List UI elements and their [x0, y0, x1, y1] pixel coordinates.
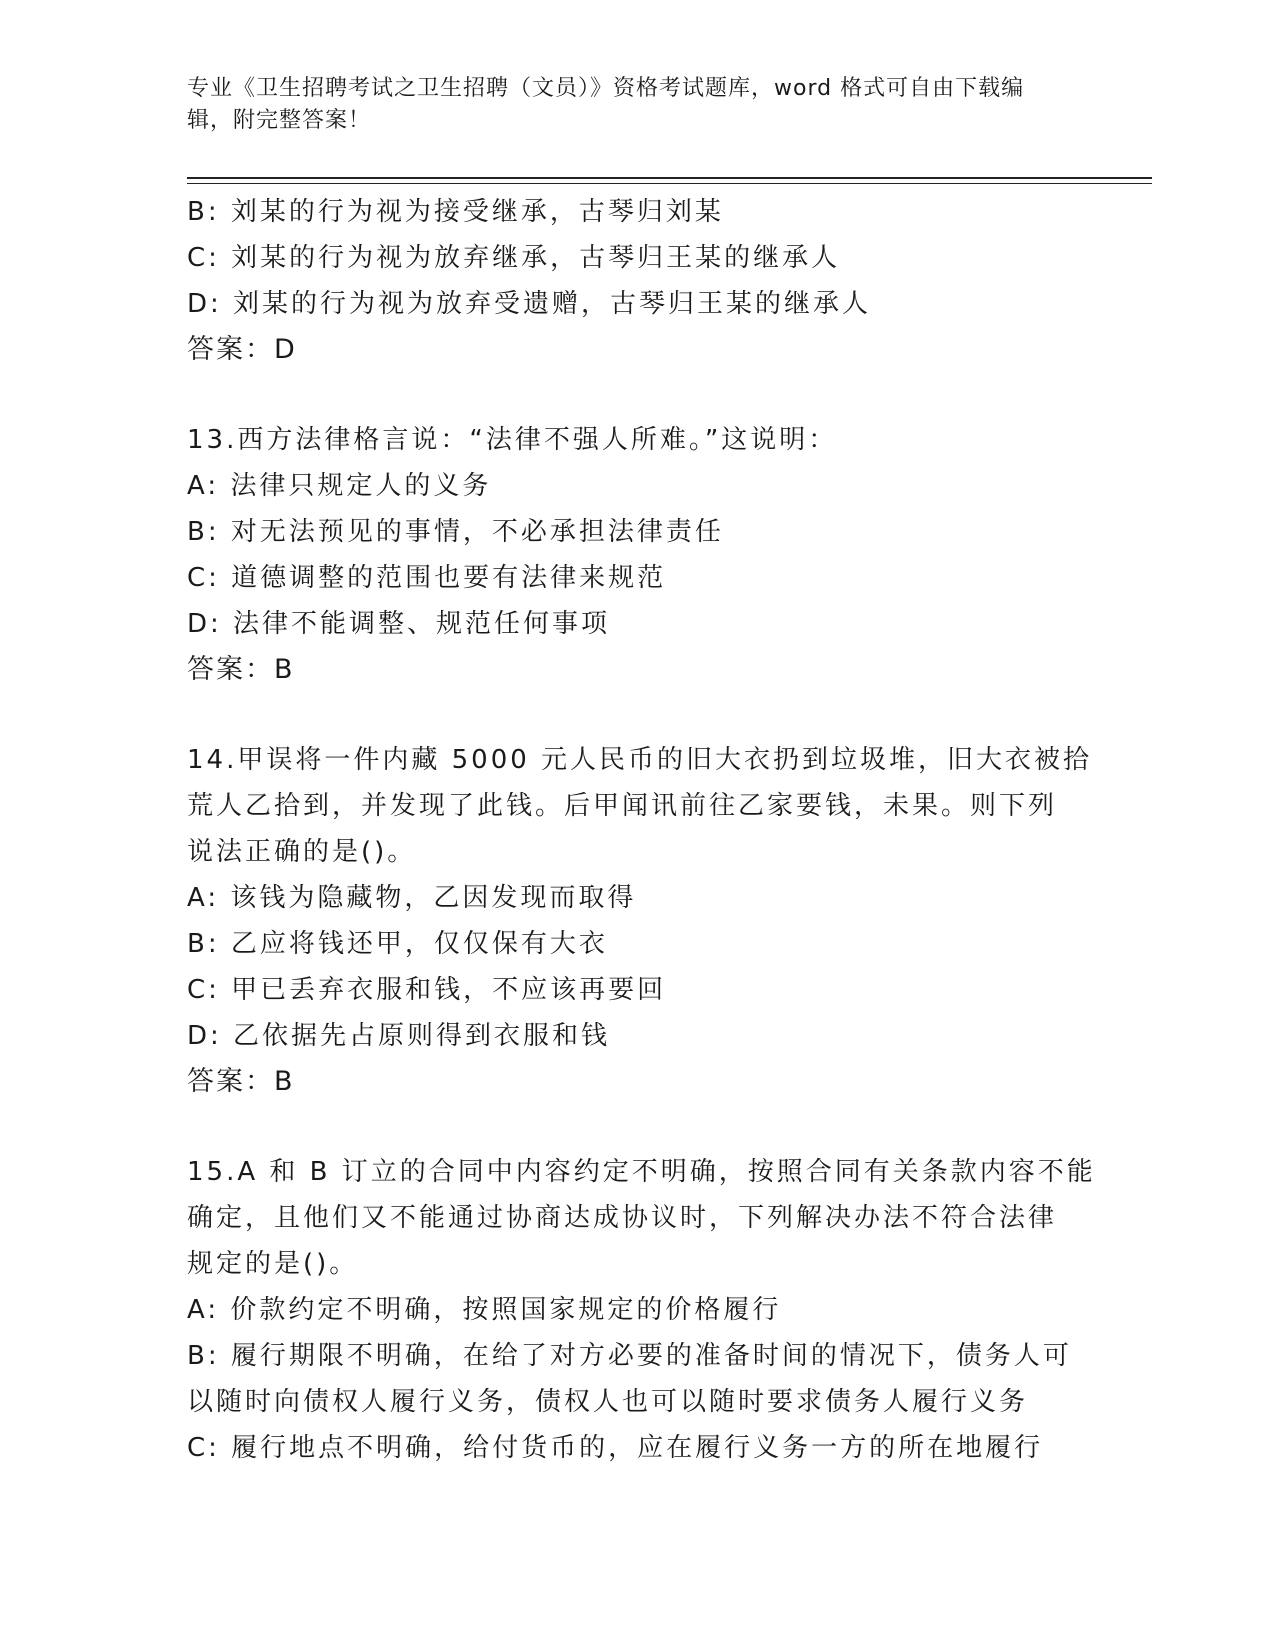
spacer: [187, 1105, 1092, 1149]
header-rule-thick: [187, 177, 1152, 179]
option-c: C: 履行地点不明确，给付货币的，应在履行义务一方的所在地履行: [187, 1433, 1044, 1463]
answer-line: 答案：D: [187, 334, 297, 365]
spacer: [187, 373, 1092, 417]
question-14: [187, 737, 1092, 1105]
question-stem: 13.西方法律格言说：“法律不强人所难。”这说明：: [187, 425, 838, 455]
option-b: B: 对无法预见的事情，不必承担法律责任: [187, 517, 724, 547]
question-15: [187, 1149, 1096, 1471]
option-c: C: 甲已丢弃衣服和钱，不应该再要回: [187, 975, 667, 1005]
question-stem-line-1: 15.A 和 B 订立的合同中内容约定不明确，按照合同有关条款内容不能: [187, 1157, 1096, 1187]
question-stem-line-1: 14.甲误将一件内藏 5000 元人民币的旧大衣扔到垃圾堆，旧大衣被拾: [187, 745, 1093, 775]
option-c: C: 刘某的行为视为放弃继承，古琴归王某的继承人: [187, 243, 841, 273]
option-d: D: 法律不能调整、规范任何事项: [187, 609, 611, 639]
option-d: D: 乙依据先占原则得到衣服和钱: [187, 1021, 611, 1051]
option-d: D: 刘某的行为视为放弃受遗赠，古琴归王某的继承人: [187, 289, 872, 319]
option-a: A: 该钱为隐藏物，乙因发现而取得: [187, 883, 637, 913]
question-stem-line-3: 说法正确的是()。: [187, 837, 417, 867]
option-a: A: 法律只规定人的义务: [187, 471, 492, 501]
header-rule-thin: [187, 183, 1152, 184]
document-header: [187, 73, 1067, 137]
option-a: A: 价款约定不明确，按照国家规定的价格履行: [187, 1295, 782, 1325]
question-12-continued: [187, 189, 1092, 373]
option-c: C: 道德调整的范围也要有法律来规范: [187, 563, 667, 593]
question-stem-line-2: 荒人乙拾到，并发现了此钱。后甲闻讯前往乙家要钱，未果。则下列: [187, 791, 1058, 821]
question-13: [187, 417, 1092, 693]
answer-line: 答案：B: [187, 1066, 295, 1097]
question-stem-line-2: 确定，且他们又不能通过协商达成协议时，下列解决办法不符合法律: [187, 1203, 1058, 1233]
option-b: B: 刘某的行为视为接受继承，古琴归刘某: [187, 197, 724, 227]
option-b: B: 乙应将钱还甲，仅仅保有大衣: [187, 929, 608, 959]
document-body: [187, 189, 1096, 1471]
option-b-line-2: 以随时向债权人履行义务，债权人也可以随时要求债务人履行义务: [187, 1387, 1029, 1417]
option-b-line-1: B: 履行期限不明确，在给了对方必要的准备时间的情况下，债务人可: [187, 1341, 1072, 1371]
answer-line: 答案：B: [187, 654, 295, 685]
question-stem-line-3: 规定的是()。: [187, 1249, 359, 1279]
spacer: [187, 693, 1092, 737]
header-text: 专业《卫生招聘考试之卫生招聘（文员）》资格考试题库，word 格式可自由下载编辑，附完整答案！: [187, 76, 1025, 133]
